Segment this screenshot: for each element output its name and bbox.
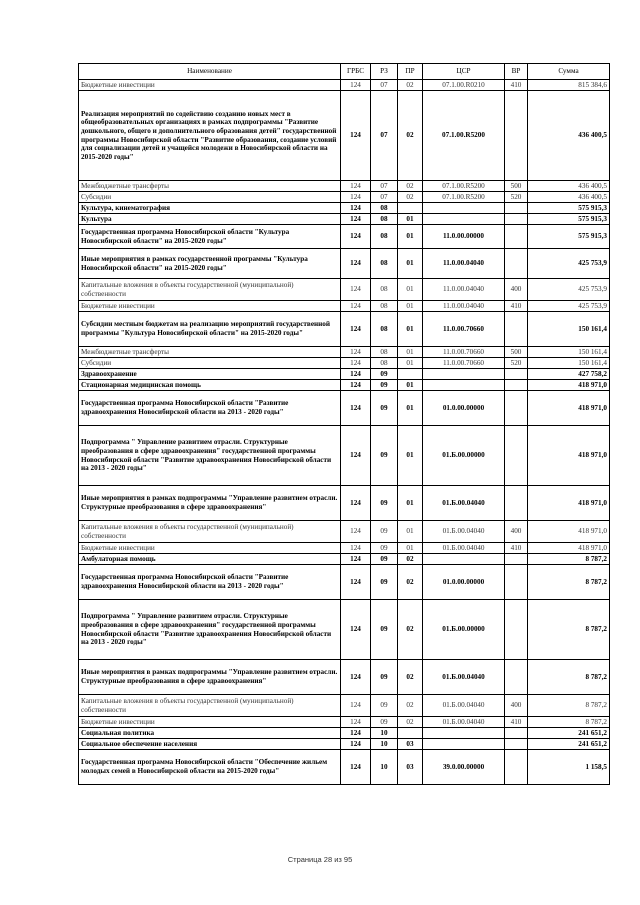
cell-csr: 11.0.00.70660 (423, 358, 505, 369)
cell-vr (505, 426, 528, 486)
cell-vr (505, 312, 528, 347)
budget-table (78, 63, 610, 785)
cell-pr: 02 (398, 717, 423, 728)
cell-sum: 8 787,2 (528, 695, 610, 717)
cell-grbs: 124 (341, 486, 371, 521)
header-sum: Сумма (528, 64, 610, 80)
cell-sum: 8 787,2 (528, 600, 610, 660)
cell-csr: 07.1.00.R0210 (423, 80, 505, 91)
cell-rz: 09 (371, 486, 398, 521)
cell-rz: 08 (371, 214, 398, 225)
cell-name: Капитальные вложения в объекты государственной (муниципальной) собственности (79, 279, 341, 301)
table-row (79, 301, 610, 312)
cell-csr (423, 728, 505, 739)
cell-name: Здравоохранение (79, 369, 341, 380)
cell-vr: 410 (505, 80, 528, 91)
table-row (79, 391, 610, 426)
cell-grbs: 124 (341, 521, 371, 543)
cell-csr (423, 739, 505, 750)
cell-pr: 01 (398, 312, 423, 347)
header-rz: РЗ (371, 64, 398, 80)
cell-grbs: 124 (341, 181, 371, 192)
cell-csr: 07.1.00.R5200 (423, 192, 505, 203)
cell-rz: 09 (371, 554, 398, 565)
table-row (79, 358, 610, 369)
cell-name: Реализация мероприятий по содействию созданию новых мест в общеобразовательных организациях в рамках подпрограммы "Развитие дошкольного, общего и дополнительного образования детей" государственной программы Новосибирской области "Развитие образования, создание условий для социализации детей и учащейся молодежи в Новосибирской области на 2015-2020 годы" (79, 91, 341, 181)
cell-pr: 01 (398, 347, 423, 358)
table-row (79, 279, 610, 301)
cell-pr: 02 (398, 80, 423, 91)
cell-name: Государственная программа Новосибирской области "Культура Новосибирской области" на 2015-2020 годы" (79, 225, 341, 249)
cell-grbs: 124 (341, 750, 371, 785)
table-row (79, 80, 610, 91)
cell-grbs: 124 (341, 728, 371, 739)
cell-pr: 02 (398, 600, 423, 660)
cell-sum: 436 400,5 (528, 181, 610, 192)
cell-name: Культура, кинематография (79, 203, 341, 214)
cell-name: Подпрограмма " Управление развитием отрасли. Структурные преобразования в сфере здравоохранения" государственной программы Новосибирской области "Развитие здравоохранения Новосибирской области на 2013 - 2020 годы" (79, 600, 341, 660)
cell-vr (505, 728, 528, 739)
cell-rz: 07 (371, 181, 398, 192)
cell-vr: 410 (505, 717, 528, 728)
cell-vr (505, 554, 528, 565)
cell-name: Субсидии местным бюджетам на реализацию мероприятий государственной программы "Культура Новосибирской области" на 2015-2020 годы" (79, 312, 341, 347)
table-row (79, 543, 610, 554)
cell-pr: 02 (398, 695, 423, 717)
cell-grbs: 124 (341, 660, 371, 695)
cell-csr (423, 380, 505, 391)
cell-pr: 01 (398, 391, 423, 426)
cell-name: Государственная программа Новосибирской области "Развитие здравоохранения Новосибирской области на 2013 - 2020 годы" (79, 391, 341, 426)
cell-rz: 07 (371, 91, 398, 181)
table-row (79, 347, 610, 358)
cell-sum: 8 787,2 (528, 660, 610, 695)
cell-pr (398, 203, 423, 214)
table-row (79, 600, 610, 660)
cell-rz: 09 (371, 391, 398, 426)
cell-name: Бюджетные инвестиции (79, 717, 341, 728)
cell-sum: 425 753,9 (528, 301, 610, 312)
cell-pr: 01 (398, 543, 423, 554)
table-body (79, 80, 610, 785)
cell-vr (505, 214, 528, 225)
cell-csr: 07.1.00.R5200 (423, 91, 505, 181)
cell-sum: 241 651,2 (528, 739, 610, 750)
cell-grbs: 124 (341, 214, 371, 225)
cell-rz: 09 (371, 600, 398, 660)
cell-rz: 08 (371, 358, 398, 369)
cell-vr (505, 249, 528, 279)
cell-grbs: 124 (341, 554, 371, 565)
cell-rz: 09 (371, 717, 398, 728)
cell-csr: 01.Б.00.04040 (423, 521, 505, 543)
cell-csr: 01.Б.00.04040 (423, 543, 505, 554)
cell-rz: 08 (371, 301, 398, 312)
cell-vr (505, 486, 528, 521)
table-row (79, 565, 610, 600)
cell-vr (505, 565, 528, 600)
cell-sum: 427 758,2 (528, 369, 610, 380)
cell-grbs: 124 (341, 203, 371, 214)
cell-pr: 01 (398, 380, 423, 391)
cell-sum: 418 971,0 (528, 486, 610, 521)
cell-rz: 08 (371, 225, 398, 249)
cell-rz: 09 (371, 565, 398, 600)
table-row (79, 225, 610, 249)
cell-name: Бюджетные инвестиции (79, 543, 341, 554)
cell-vr (505, 203, 528, 214)
cell-sum: 8 787,2 (528, 717, 610, 728)
cell-vr: 520 (505, 358, 528, 369)
cell-pr: 02 (398, 660, 423, 695)
cell-csr: 01.Б.00.04040 (423, 717, 505, 728)
cell-csr (423, 203, 505, 214)
cell-vr: 400 (505, 695, 528, 717)
table-row (79, 312, 610, 347)
cell-sum: 815 384,6 (528, 80, 610, 91)
cell-csr: 01.Б.00.04040 (423, 695, 505, 717)
table-row (79, 181, 610, 192)
cell-grbs: 124 (341, 717, 371, 728)
cell-csr: 11.0.00.04040 (423, 249, 505, 279)
table-row (79, 192, 610, 203)
cell-vr: 410 (505, 543, 528, 554)
cell-sum: 418 971,0 (528, 426, 610, 486)
cell-csr (423, 214, 505, 225)
header-pr: ПР (398, 64, 423, 80)
cell-sum: 1 158,5 (528, 750, 610, 785)
cell-rz: 10 (371, 750, 398, 785)
cell-pr: 02 (398, 181, 423, 192)
cell-name: Иные мероприятия в рамках подпрограммы "Управление развитием отрасли. Структурные преобразования в сфере здравоохранения" (79, 660, 341, 695)
header-csr: ЦСР (423, 64, 505, 80)
cell-pr: 01 (398, 486, 423, 521)
table-row (79, 214, 610, 225)
header-vr: ВР (505, 64, 528, 80)
cell-rz: 09 (371, 543, 398, 554)
cell-grbs: 124 (341, 543, 371, 554)
cell-vr (505, 380, 528, 391)
cell-vr: 500 (505, 347, 528, 358)
cell-pr: 01 (398, 426, 423, 486)
cell-grbs: 124 (341, 80, 371, 91)
table-row (79, 91, 610, 181)
table-row (79, 521, 610, 543)
cell-name: Капитальные вложения в объекты государственной (муниципальной) собственности (79, 521, 341, 543)
cell-grbs: 124 (341, 347, 371, 358)
cell-grbs: 124 (341, 600, 371, 660)
table-row (79, 486, 610, 521)
cell-grbs: 124 (341, 358, 371, 369)
cell-grbs: 124 (341, 565, 371, 600)
cell-csr: 01.Б.00.00000 (423, 426, 505, 486)
cell-rz: 09 (371, 369, 398, 380)
cell-pr: 03 (398, 750, 423, 785)
cell-rz: 08 (371, 279, 398, 301)
table-row (79, 249, 610, 279)
cell-csr: 39.0.00.00000 (423, 750, 505, 785)
cell-rz: 09 (371, 426, 398, 486)
cell-grbs: 124 (341, 301, 371, 312)
cell-csr: 01.Б.00.00000 (423, 600, 505, 660)
cell-rz: 09 (371, 521, 398, 543)
cell-sum: 575 915,3 (528, 225, 610, 249)
cell-grbs: 124 (341, 192, 371, 203)
table-row (79, 660, 610, 695)
cell-rz: 10 (371, 739, 398, 750)
table-row (79, 426, 610, 486)
cell-vr (505, 600, 528, 660)
cell-sum: 150 161,4 (528, 347, 610, 358)
cell-sum: 418 971,0 (528, 521, 610, 543)
cell-vr (505, 225, 528, 249)
cell-name: Подпрограмма " Управление развитием отрасли. Структурные преобразования в сфере здравоохранения" государственной программы Новосибирской области "Развитие здравоохранения Новосибирской области на 2013 - 2020 годы" (79, 426, 341, 486)
cell-pr: 01 (398, 301, 423, 312)
budget-table-container (78, 63, 609, 785)
cell-vr (505, 369, 528, 380)
cell-pr: 02 (398, 554, 423, 565)
table-row (79, 717, 610, 728)
cell-rz: 08 (371, 249, 398, 279)
cell-csr: 11.0.00.04040 (423, 301, 505, 312)
cell-name: Субсидии (79, 192, 341, 203)
cell-name: Межбюджетные трансферты (79, 181, 341, 192)
cell-rz: 09 (371, 380, 398, 391)
cell-csr: 01.Б.00.04040 (423, 660, 505, 695)
cell-sum: 150 161,4 (528, 358, 610, 369)
cell-name: Бюджетные инвестиции (79, 301, 341, 312)
cell-pr: 01 (398, 521, 423, 543)
cell-vr: 400 (505, 521, 528, 543)
cell-csr (423, 369, 505, 380)
table-row (79, 369, 610, 380)
cell-csr: 11.0.00.04040 (423, 279, 505, 301)
cell-grbs: 124 (341, 91, 371, 181)
cell-sum: 436 400,5 (528, 192, 610, 203)
cell-rz: 07 (371, 192, 398, 203)
cell-csr: 01.0.00.00000 (423, 391, 505, 426)
cell-vr (505, 91, 528, 181)
cell-name: Иные мероприятия в рамках подпрограммы "Управление развитием отрасли. Структурные преобразования в сфере здравоохранения" (79, 486, 341, 521)
cell-sum: 418 971,0 (528, 380, 610, 391)
header-name: Наименование (79, 64, 341, 80)
cell-grbs: 124 (341, 369, 371, 380)
cell-csr: 11.0.00.70660 (423, 312, 505, 347)
cell-name: Государственная программа Новосибирской области "Развитие здравоохранения Новосибирской области на 2013 - 2020 годы" (79, 565, 341, 600)
cell-csr: 11.0.00.00000 (423, 225, 505, 249)
cell-pr: 01 (398, 214, 423, 225)
cell-name: Бюджетные инвестиции (79, 80, 341, 91)
cell-name: Иные мероприятия в рамках государственной программы "Культура Новосибирской области" на 2015-2020 годы" (79, 249, 341, 279)
cell-pr: 01 (398, 249, 423, 279)
cell-sum: 425 753,9 (528, 249, 610, 279)
cell-name: Субсидии (79, 358, 341, 369)
cell-grbs: 124 (341, 695, 371, 717)
cell-csr: 01.Б.00.04040 (423, 486, 505, 521)
cell-grbs: 124 (341, 249, 371, 279)
cell-grbs: 124 (341, 279, 371, 301)
table-row (79, 750, 610, 785)
cell-name: Амбулаторная помощь (79, 554, 341, 565)
cell-sum: 425 753,9 (528, 279, 610, 301)
cell-vr: 400 (505, 279, 528, 301)
cell-csr: 01.0.00.00000 (423, 565, 505, 600)
cell-pr: 02 (398, 565, 423, 600)
cell-vr (505, 750, 528, 785)
cell-rz: 09 (371, 695, 398, 717)
cell-pr: 02 (398, 192, 423, 203)
cell-vr: 500 (505, 181, 528, 192)
cell-sum: 8 787,2 (528, 554, 610, 565)
cell-pr (398, 728, 423, 739)
cell-rz: 08 (371, 312, 398, 347)
table-row (79, 203, 610, 214)
cell-sum: 241 651,2 (528, 728, 610, 739)
cell-rz: 08 (371, 347, 398, 358)
cell-vr (505, 660, 528, 695)
cell-grbs: 124 (341, 312, 371, 347)
table-row (79, 380, 610, 391)
cell-rz: 09 (371, 660, 398, 695)
cell-name: Межбюджетные трансферты (79, 347, 341, 358)
table-header-row (79, 64, 610, 80)
cell-rz: 10 (371, 728, 398, 739)
table-row (79, 554, 610, 565)
cell-name: Социальная политика (79, 728, 341, 739)
cell-rz: 07 (371, 80, 398, 91)
cell-pr: 01 (398, 225, 423, 249)
page-number: Страница 28 из 95 (287, 855, 353, 864)
cell-sum: 436 400,5 (528, 91, 610, 181)
cell-sum: 575 915,3 (528, 214, 610, 225)
header-grbs: ГРБС (341, 64, 371, 80)
cell-grbs: 124 (341, 391, 371, 426)
cell-sum: 8 787,2 (528, 565, 610, 600)
cell-vr (505, 391, 528, 426)
cell-sum: 418 971,0 (528, 391, 610, 426)
table-row (79, 728, 610, 739)
cell-grbs: 124 (341, 380, 371, 391)
cell-name: Культура (79, 214, 341, 225)
cell-vr: 410 (505, 301, 528, 312)
cell-name: Государственная программа Новосибирской области "Обеспечение жильем молодых семей в Новосибирской области на 2015-2020 годы" (79, 750, 341, 785)
cell-name: Социальное обеспечение населения (79, 739, 341, 750)
cell-csr (423, 554, 505, 565)
cell-name: Стационарная медицинская помощь (79, 380, 341, 391)
cell-name: Капитальные вложения в объекты государственной (муниципальной) собственности (79, 695, 341, 717)
cell-csr: 11.0.00.70660 (423, 347, 505, 358)
cell-grbs: 124 (341, 426, 371, 486)
table-row (79, 695, 610, 717)
cell-vr: 520 (505, 192, 528, 203)
cell-csr: 07.1.00.R5200 (423, 181, 505, 192)
cell-grbs: 124 (341, 225, 371, 249)
cell-vr (505, 739, 528, 750)
cell-pr: 02 (398, 91, 423, 181)
cell-rz: 08 (371, 203, 398, 214)
cell-sum: 150 161,4 (528, 312, 610, 347)
cell-sum: 575 915,3 (528, 203, 610, 214)
cell-pr (398, 369, 423, 380)
cell-pr: 01 (398, 279, 423, 301)
cell-pr: 01 (398, 358, 423, 369)
cell-pr: 03 (398, 739, 423, 750)
cell-grbs: 124 (341, 739, 371, 750)
cell-sum: 418 971,0 (528, 543, 610, 554)
table-row (79, 739, 610, 750)
